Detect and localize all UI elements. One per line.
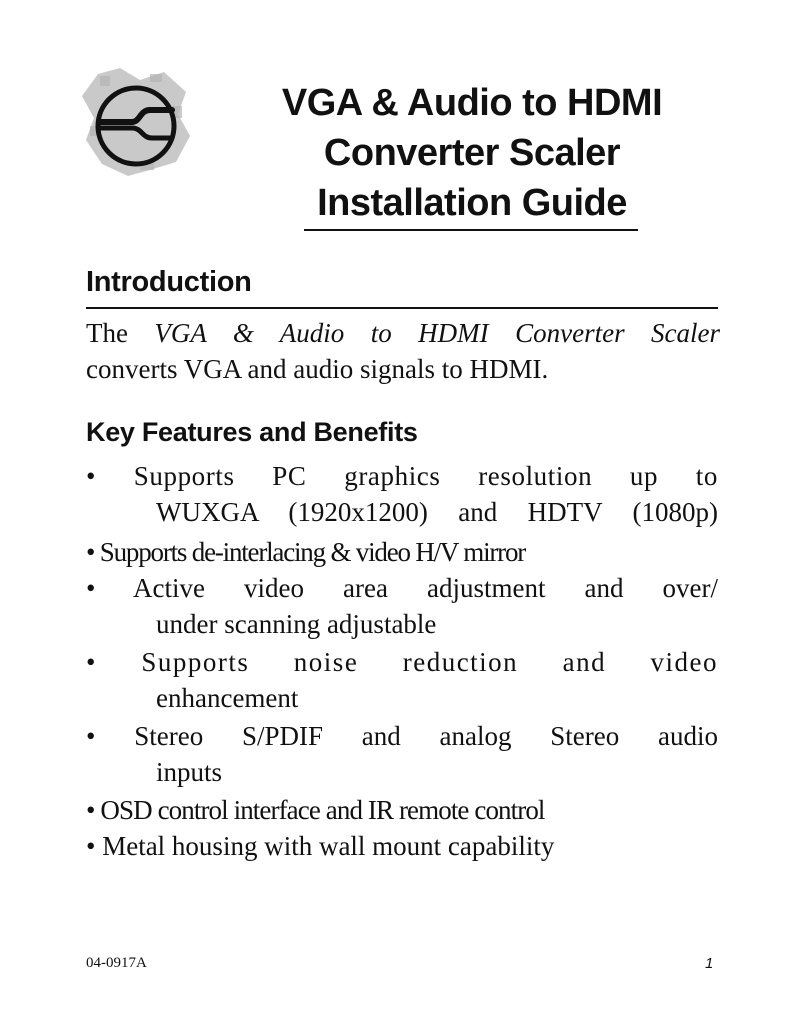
features-heading: Key Features and Benefits bbox=[86, 417, 418, 447]
intro-line-1 bbox=[86, 315, 720, 351]
list-item-line: WUXGA (1920x1200) and HDTV (1080p) bbox=[156, 497, 718, 527]
page-number: 1 bbox=[705, 955, 714, 972]
intro-product-name: VGA & Audio to HDMI Converter Scaler bbox=[154, 318, 720, 348]
list-item-line: under scanning adjustable bbox=[156, 609, 437, 639]
introduction-text bbox=[86, 315, 720, 387]
features-list bbox=[86, 458, 718, 864]
title-underline bbox=[304, 229, 638, 231]
list-item bbox=[86, 534, 718, 570]
list-item-line: • Metal housing with wall mount capability bbox=[86, 831, 555, 861]
title-line-3: Installation Guide bbox=[317, 182, 627, 224]
list-item bbox=[86, 570, 718, 642]
list-item-line: • Supports PC graphics resolution up to bbox=[86, 461, 718, 491]
list-item-line: inputs bbox=[156, 757, 223, 787]
intro-line-2: converts VGA and audio signals to HDMI. bbox=[86, 354, 549, 384]
introduction-rule bbox=[86, 307, 718, 309]
introduction-heading: Introduction bbox=[86, 266, 252, 298]
title-line-1: VGA & Audio to HDMI bbox=[281, 82, 663, 124]
sig-logo-icon bbox=[80, 66, 192, 178]
list-item bbox=[86, 718, 718, 790]
list-item-line: • Active video area adjustment and over/ bbox=[86, 573, 718, 603]
list-item-line: enhancement bbox=[156, 683, 299, 713]
title-line-2: Converter Scaler bbox=[323, 132, 621, 174]
list-item-line: • OSD control interface and IR remote control bbox=[86, 795, 545, 825]
list-item bbox=[86, 828, 718, 864]
document-title bbox=[232, 78, 712, 228]
list-item bbox=[86, 792, 718, 828]
document-number: 04-0917A bbox=[86, 955, 147, 971]
intro-prefix: The bbox=[86, 318, 128, 348]
list-item-line: • Stereo S/PDIF and analog Stereo audio bbox=[86, 721, 718, 751]
list-item bbox=[86, 458, 718, 530]
list-item-line: • Supports noise reduction and video bbox=[86, 647, 718, 677]
list-item-line: • Supports de-interlacing & video H/V mirror bbox=[86, 537, 526, 567]
list-item bbox=[86, 644, 718, 716]
